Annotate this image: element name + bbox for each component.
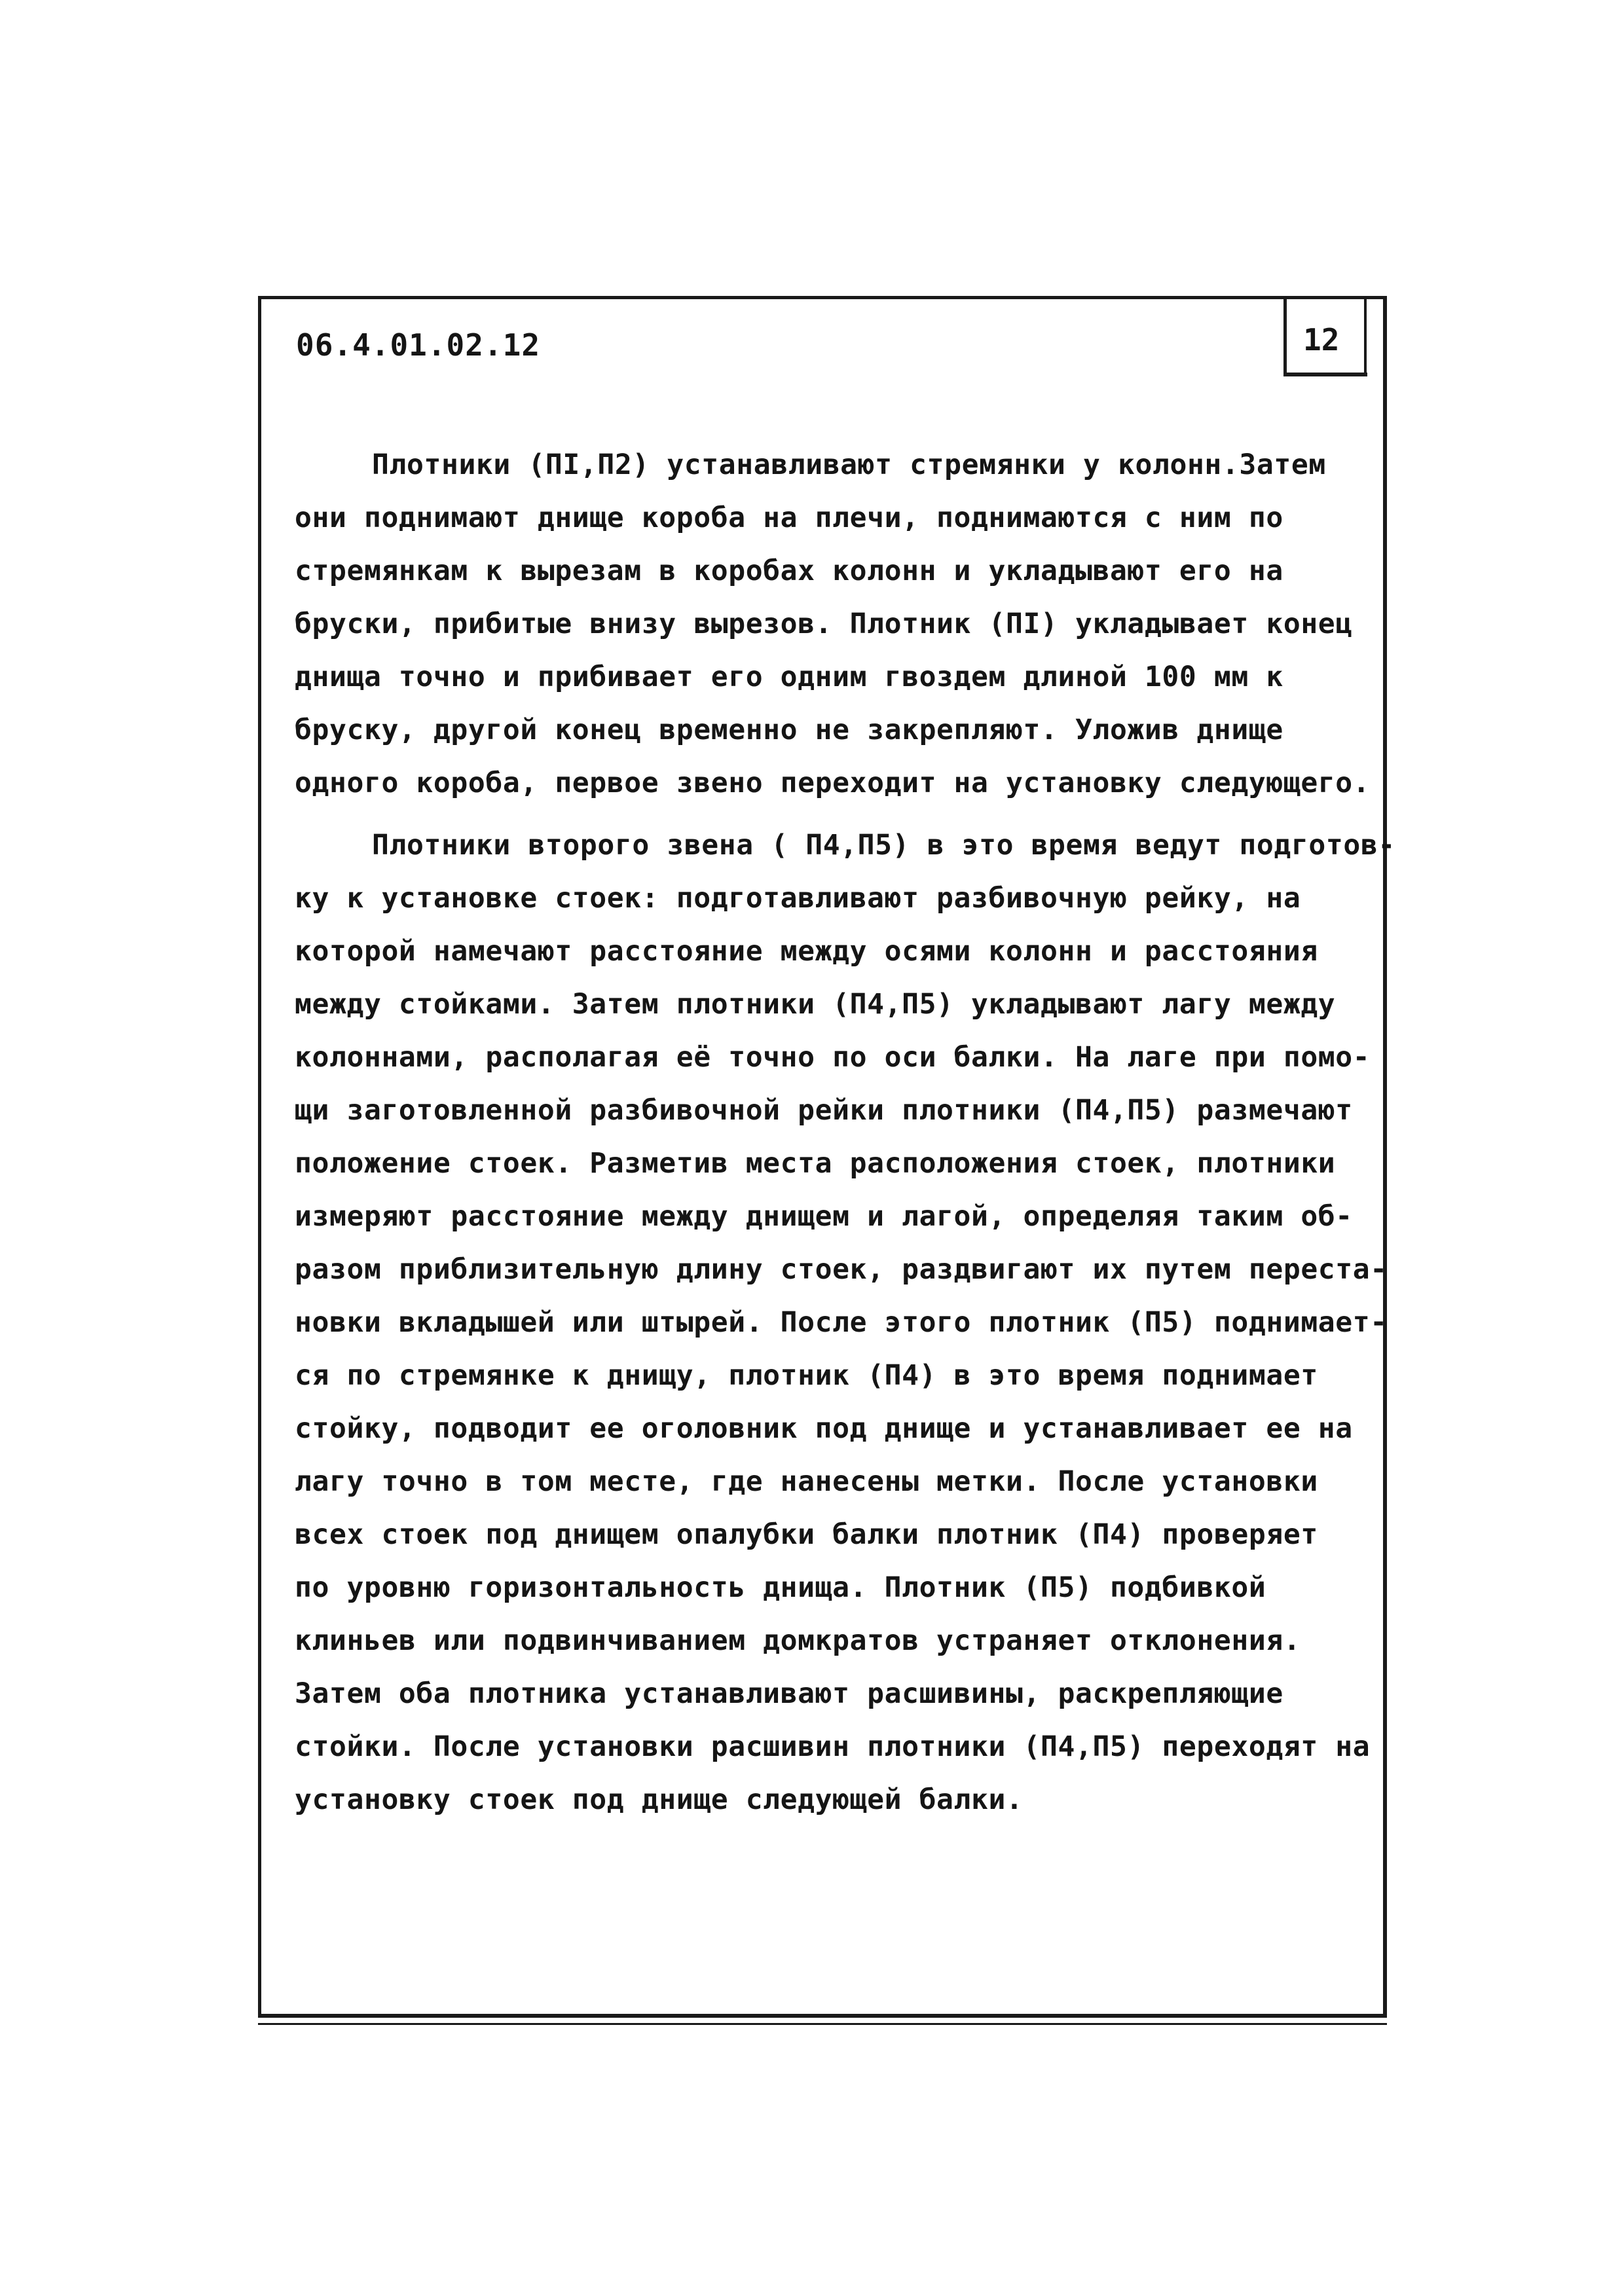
text-line: стойку, подводит ее оголовник под днище и устанавливает ее на (295, 1412, 1353, 1445)
text-line: одного короба, первое звено переходит на установку следующего. (295, 767, 1371, 799)
text-line: бруски, прибитые внизу вырезов. Плотник (ПI) укладывает конец (295, 608, 1353, 640)
text-line: Плотники второго звена ( П4,П5) в это время ведут подготов- (372, 829, 1395, 862)
page-number: 12 (1303, 322, 1340, 357)
text-line: колоннами, располагая её точно по оси балки. На лаге при помо- (295, 1041, 1371, 1074)
text-line: Плотники (ПI,П2) устанавливают стремянки у колонн.Затем (372, 448, 1326, 481)
document-code: 06.4.01.02.12 (296, 327, 541, 363)
frame-bottom-rule (258, 2023, 1387, 2025)
text-line: Затем оба плотника устанавливают расшивины, раскрепляющие (295, 1677, 1283, 1710)
text-line: положение стоек. Разметив места расположения стоек, плотники (295, 1147, 1336, 1180)
text-line: между стойками. Затем плотники (П4,П5) укладывают лагу между (295, 988, 1336, 1021)
text-line: лагу точно в том месте, где нанесены метки. После установки (295, 1465, 1318, 1498)
text-line: бруску, другой конец временно не закрепляют. Уложив днище (295, 714, 1283, 746)
text-line: всех стоек под днищем опалубки балки плотник (П4) проверяет (295, 1518, 1318, 1551)
text-line: разом приблизительную длину стоек, раздвигают их путем переста- (295, 1253, 1388, 1286)
body-text (295, 439, 1395, 1827)
text-line: ся по стремянке к днищу, плотник (П4) в это время поднимает (295, 1359, 1318, 1392)
text-line: днища точно и прибивает его одним гвоздем длиной 100 мм к (295, 661, 1283, 693)
text-line: которой намечают расстояние между осями колонн и расстояния (295, 935, 1318, 968)
text-line: новки вкладышей или штырей. После этого плотник (П5) поднимает- (295, 1306, 1388, 1339)
text-line: стойки. После установки расшивин плотники (П4,П5) переходят на (295, 1730, 1371, 1763)
text-line: они поднимают днище короба на плечи, поднимаются с ним по (295, 501, 1283, 534)
page-number-box-edge (1364, 298, 1367, 376)
text-line: по уровню горизонтальность днища. Плотник (П5) подбивкой (295, 1571, 1266, 1604)
text-line: щи заготовленной разбивочной рейки плотники (П4,П5) размечают (295, 1094, 1353, 1127)
text-line: установку стоек под днище следующей балки. (295, 1783, 1024, 1816)
text-line: ку к установке стоек: подготавливают разбивочную рейку, на (295, 882, 1301, 915)
text-line: стремянкам к вырезам в коробах колонн и укладывают его на (295, 555, 1283, 587)
text-line: клиньев или подвинчиванием домкратов устраняет отклонения. (295, 1624, 1301, 1657)
paragraph-gap (295, 810, 1375, 819)
text-line: измеряют расстояние между днищем и лагой, определяя таким об- (295, 1200, 1353, 1233)
